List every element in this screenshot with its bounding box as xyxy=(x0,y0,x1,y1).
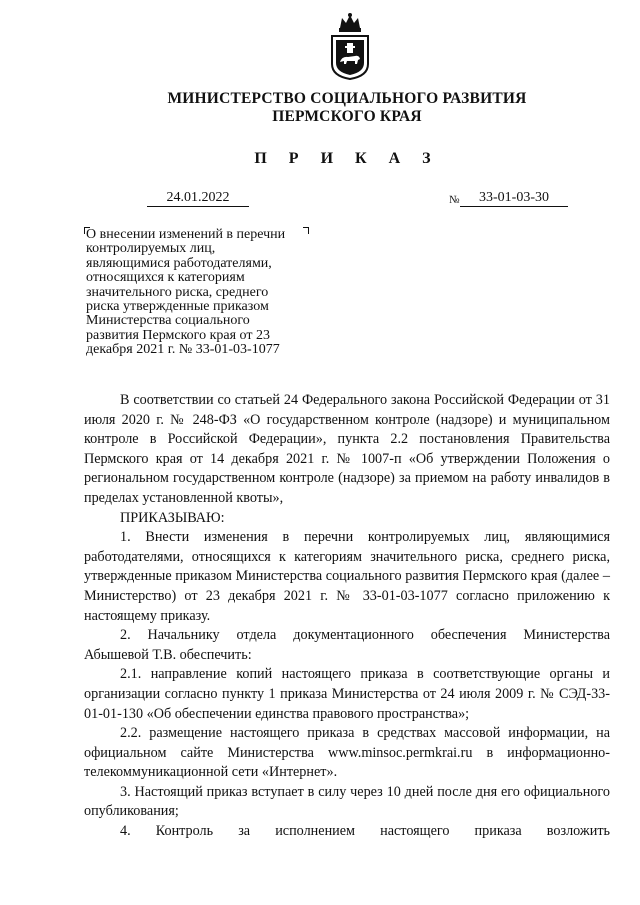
subject-line: значительного риска, среднего xyxy=(86,284,269,300)
document-type-title: П Р И К А З xyxy=(254,150,440,167)
subject-line: контролируемых лиц, xyxy=(86,241,216,257)
coat-of-arms-icon xyxy=(328,12,372,80)
item-2-2-paragraph: 2.2. размещение настоящего приказа в средствах массовой информации, на официальном сайте Министерства www.minsoc.permkrai.ru в информационно-телекоммуникационной сети «Интернет». xyxy=(84,725,610,781)
subject-line: относящихся к категориям xyxy=(86,270,245,286)
subject-line: декабря 2021 г. № 33-01-03-1077 xyxy=(86,342,280,358)
subject-line: О внесении изменений в перечни xyxy=(86,227,286,242)
document-number: 33-01-03-30 xyxy=(460,189,568,207)
subject-line: развития Пермского края от 23 xyxy=(86,327,270,343)
ministry-name-line1: МИНИСТЕРСТВО СОЦИАЛЬНОГО РАЗВИТИЯ xyxy=(167,90,527,107)
order-body xyxy=(84,391,610,842)
subject-line: являющимися работодателями, xyxy=(86,255,272,271)
subject-line: Министерства социального xyxy=(86,313,250,329)
order-word: ПРИКАЗЫВАЮ: xyxy=(120,509,225,526)
document-date: 24.01.2022 xyxy=(147,189,249,207)
preamble-paragraph: В соответствии со статьей 24 Федерального закона Российской Федерации от 31 июля 2020 г. № 248-ФЗ «О государственном контроле (надзоре) и муниципальном контроле в Российской Федерации», пункта 2.2 постановления Правительства Пермского края от 14 декабря 2021 г. № 1007-п «Об утверждении Положения о региональном государственном контроле (надзоре) за приемом на работу инвалидов в пределах установленной квоты», xyxy=(84,392,610,506)
subject-block xyxy=(86,228,308,358)
item-2-paragraph: 2. Начальнику отдела документационного обеспечения Министерства Абышевой Т.В. обеспечить: xyxy=(84,627,610,663)
number-sign: № xyxy=(449,194,460,206)
item-4-paragraph: 4. Контроль за исполнением настоящего приказа возложить xyxy=(120,823,610,840)
ministry-name-line2: ПЕРМСКОГО КРАЯ xyxy=(272,108,422,125)
item-2-1-paragraph: 2.1. направление копий настоящего приказа в соответствующие органы и организации согласно пункту 1 приказа Министерства от 24 июля 2009 г. № СЭД-33-01-01-130 «Об обеспечении единства правового пространства»; xyxy=(84,666,610,722)
item-3-paragraph: 3. Настоящий приказ вступает в силу через 10 дней после дня его официального опубликования; xyxy=(84,783,610,820)
item-1-paragraph: 1. Внести изменения в перечни контролируемых лиц, являющимися работодателями, относящихся к категориям значительного риска, среднего риска, утвержденные приказом Министерства социального развития Пермского края (далее – Министерство) от 23 декабря 2021 г. № 33-01-03-1077 согласно приложению к настоящему приказу. xyxy=(84,529,610,624)
subject-line: риска утвержденные приказом xyxy=(86,299,269,315)
